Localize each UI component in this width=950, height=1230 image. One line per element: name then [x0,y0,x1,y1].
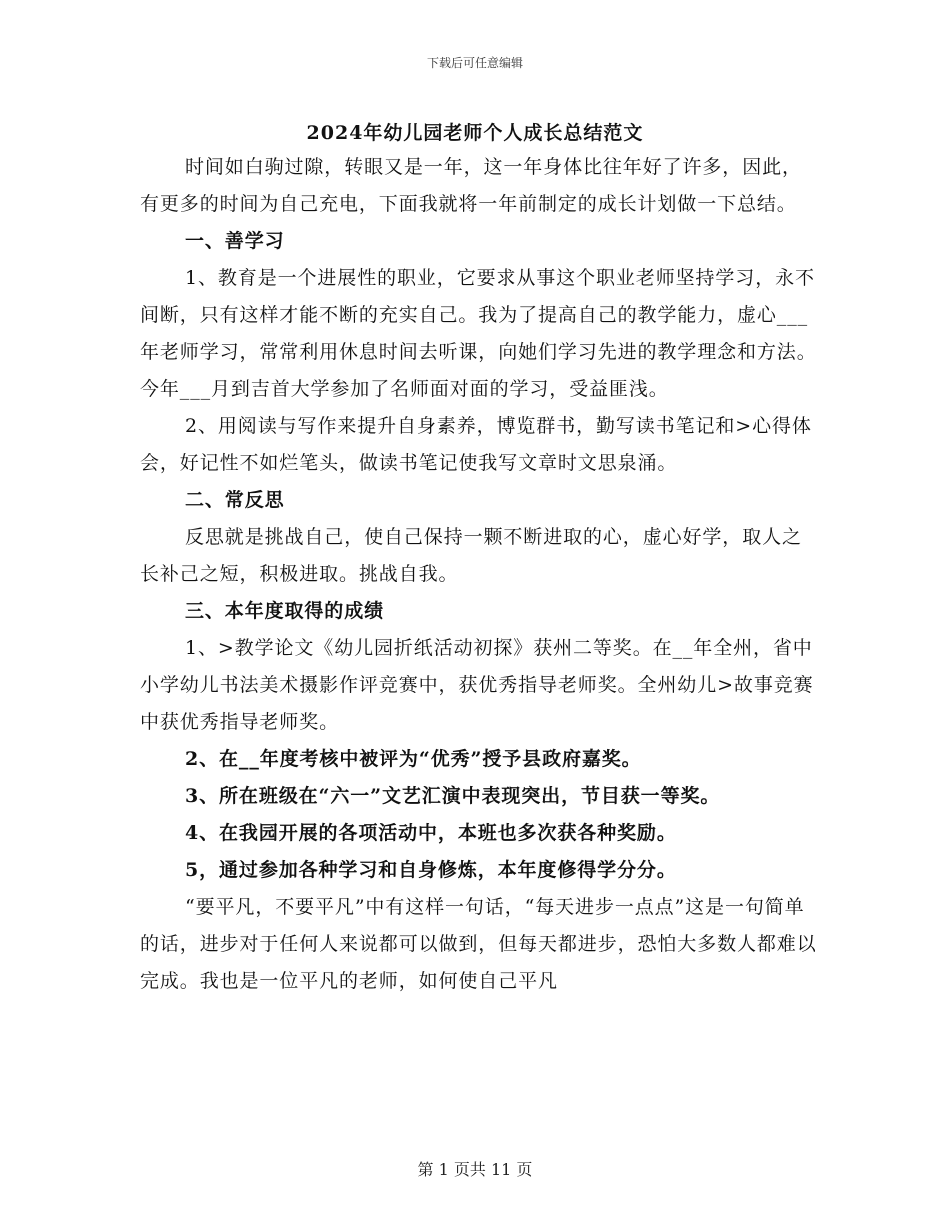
document-body [140,149,820,1000]
paragraph: 时间如白驹过隙，转眼又是一年，这一年身体比往年好了许多，因此，有更多的时间为自己充电，下面我就将一年前制定的成长计划做一下总结。 [140,156,802,215]
paragraph: 5，通过参加各种学习和自身修炼，本年度修得学分分。 [185,859,677,881]
paragraph: 4、在我园开展的各项活动中，本班也多次获各种奖励。 [185,822,677,844]
paragraph: 1、教育是一个进展性的职业，它要求从事这个职业老师坚持学习，永不间断，只有这样才能不断的充实自己。我为了提高自己的教学能力，虚心___年老师学习，常常利用休息时间去听课，向她们学习先进的教学理念和方法。今年___月到吉首大学参加了名师面对面的学习，受益匪浅。 [140,267,817,400]
page-footer: 第 1 页共 11 页 [417,1160,533,1179]
paragraph: 3、所在班级在“六一”文艺汇演中表现突出，节目获一等奖。 [185,785,721,807]
paragraph: 2、在__年度考核中被评为“优秀”授予县政府嘉奖。 [185,748,642,770]
paragraph: “要平凡，不要平凡”中有这样一句话，“每天进步一点点”这是一句简单的话，进步对于任何人来说都可以做到，但每天都进步，恐怕大多数人都难以完成。我也是一位平凡的老师，如何使自己平凡 [140,896,817,992]
section-heading: 一、善学习 [185,230,285,252]
section-heading: 二、常反思 [185,489,285,511]
paragraph: 反思就是挑战自己，使自己保持一颗不断进取的心，虚心好学，取人之长补己之短，积极进取。挑战自我。 [140,526,802,585]
section-heading: 三、本年度取得的成绩 [185,600,385,622]
header-note: 下载后可任意编辑 [426,56,523,70]
paragraph: 2、用阅读与写作来提升自身素养，博览群书，勤写读书笔记和>心得体会，好记性不如烂笔头，做读书笔记使我写文章时文思泉涌。 [140,415,812,474]
paragraph: 1、>教学论文《幼儿园折纸活动初探》获州二等奖。在__年全州，省中小学幼儿书法美术摄影作评竞赛中，获优秀指导老师奖。全州幼儿>故事竞赛中获优秀指导老师奖。 [140,637,814,733]
document-title: 2024年幼儿园老师个人成长总结范文 [306,122,644,144]
